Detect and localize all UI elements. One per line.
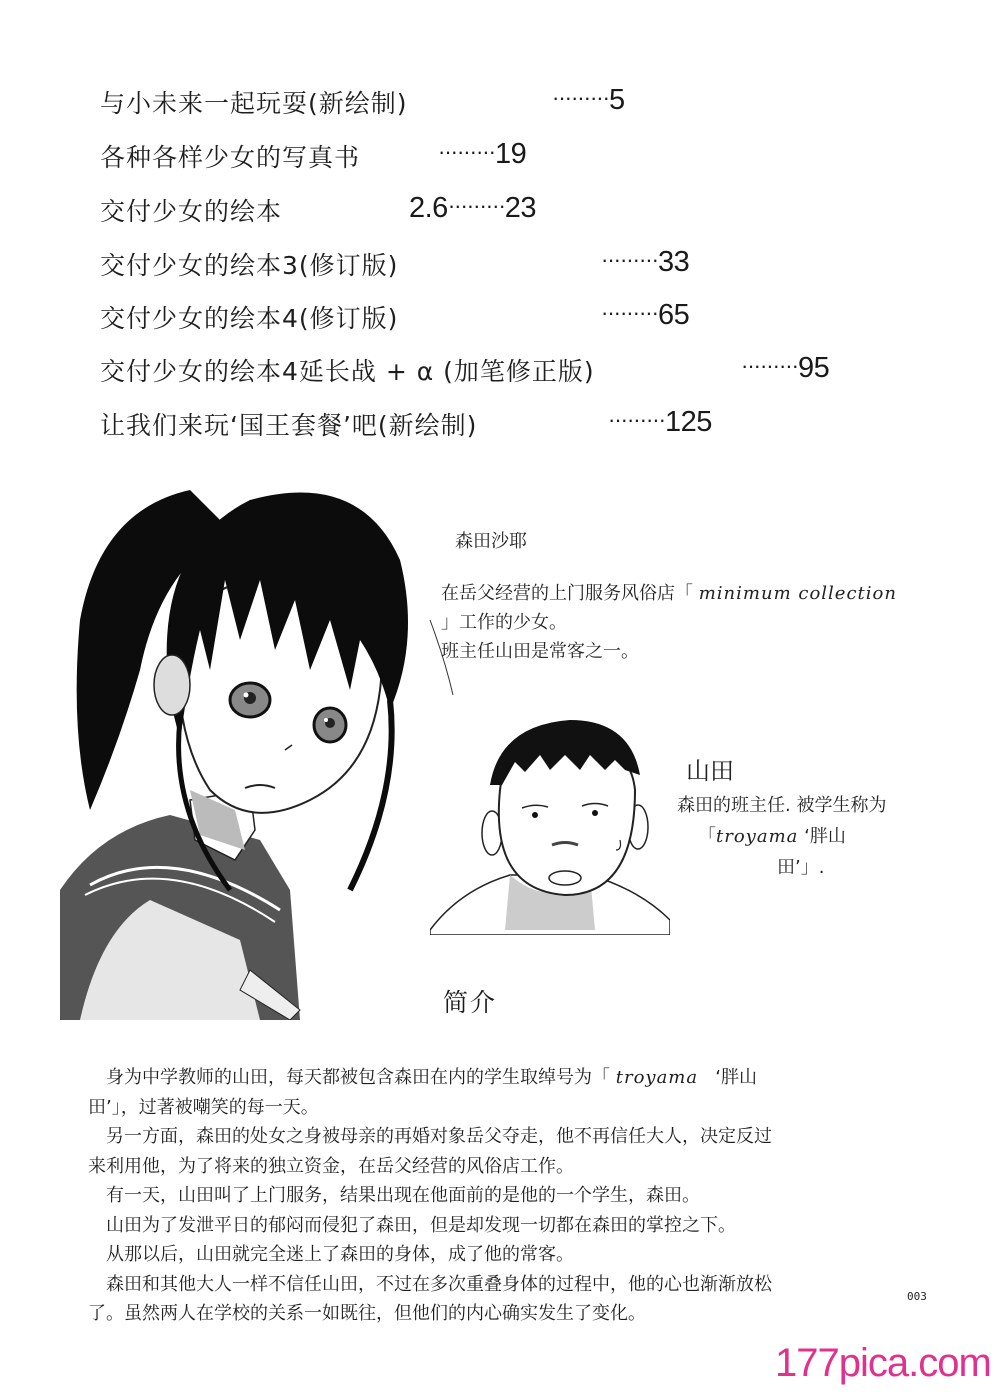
synopsis-line: 来利用他，为了将来的独立资金，在岳父经营的风俗店工作。 bbox=[88, 1155, 574, 1177]
toc-entry-title: 与小未来一起玩耍(新绘制) bbox=[100, 89, 408, 118]
desc-line: 在岳父经营的上门服务风俗店「 minimum collection bbox=[441, 583, 897, 604]
synopsis-line: 从那以后，山田就完全迷上了森田的身体，成了他的常客。 bbox=[88, 1244, 574, 1265]
toc-entry bbox=[100, 138, 360, 174]
yamada-illustration bbox=[430, 700, 670, 935]
synopsis-line: 有一天，山田叫了上门服务，结果出现在他面前的是他的一个学生，森田。 bbox=[88, 1185, 700, 1206]
synopsis-line: 山田为了发泄平日的郁闷而侵犯了森田，但是却发现一切都在森田的掌控之下。 bbox=[88, 1214, 736, 1236]
toc-entry-title: 交付少女的绘本 bbox=[100, 197, 283, 226]
character-desc-morita bbox=[441, 579, 897, 666]
toc-entry-title: 各种各样少女的写真书 bbox=[100, 143, 361, 172]
toc-entry bbox=[100, 192, 282, 228]
desc-line: 」工作的少女。 bbox=[441, 612, 567, 633]
synopsis-line: 田’」，过著被嘲笑的每一天。 bbox=[88, 1096, 319, 1118]
character-name-yamada: 山田 bbox=[686, 757, 734, 785]
toc-entry-page: ·········125 bbox=[608, 406, 712, 438]
girl-illustration bbox=[60, 470, 460, 1020]
toc-entry-page: ·········65 bbox=[601, 299, 690, 331]
character-name-morita: 森田沙耶 bbox=[455, 531, 527, 552]
synopsis-line: 森田和其他大人一样不信任山田，不过在多次重叠身体的过程中，他的心也渐渐放松 bbox=[88, 1273, 772, 1295]
desc-line: 「troyama ‘胖山 bbox=[698, 826, 846, 847]
toc-entry-title: 让我们来玩‘国王套餐’吧(新绘制) bbox=[100, 411, 478, 440]
character-desc-yamada bbox=[677, 790, 886, 883]
toc-entry bbox=[100, 299, 398, 335]
synopsis-line: 另一方面，森田的处女之身被母亲的再婚对象岳父夺走，他不再信任大人，决定反过 bbox=[88, 1126, 772, 1147]
toc-entry bbox=[100, 246, 398, 282]
page-number: 003 bbox=[907, 1290, 927, 1303]
toc-entry-title: 交付少女的绘本4(修订版) bbox=[100, 304, 399, 333]
toc-entry-page: ·········33 bbox=[601, 246, 690, 278]
toc-entry-page: ·········95 bbox=[741, 352, 830, 384]
desc-line: 田’」. bbox=[777, 857, 825, 878]
toc-entry-page: ·········19 bbox=[438, 138, 527, 170]
synopsis-heading: 简介 bbox=[443, 988, 498, 1017]
toc-entry-page: 2.6·········23 bbox=[409, 192, 537, 224]
synopsis-body bbox=[88, 1063, 900, 1329]
desc-line: 班主任山田是常客之一。 bbox=[441, 641, 639, 662]
toc-entry bbox=[100, 406, 477, 442]
toc-entry-title: 交付少女的绘本3(修订版) bbox=[100, 251, 399, 280]
toc-entry-title: 交付少女的绘本4延长战 + α (加笔修正版) bbox=[100, 357, 595, 386]
desc-line: 森田的班主任. 被学生称为 bbox=[677, 795, 887, 816]
toc-entry bbox=[100, 352, 595, 388]
synopsis-line: 身为中学教师的山田，每天都被包含森田在内的学生取绰号为「 troyama ‘胖山 bbox=[88, 1067, 758, 1088]
toc-entry-page: ·········5 bbox=[552, 84, 625, 116]
watermark: 177pica.com bbox=[775, 1341, 991, 1385]
synopsis-line: 了。虽然两人在学校的关系一如既往，但他们的内心确实发生了变化。 bbox=[88, 1303, 646, 1324]
toc-entry bbox=[100, 84, 408, 120]
